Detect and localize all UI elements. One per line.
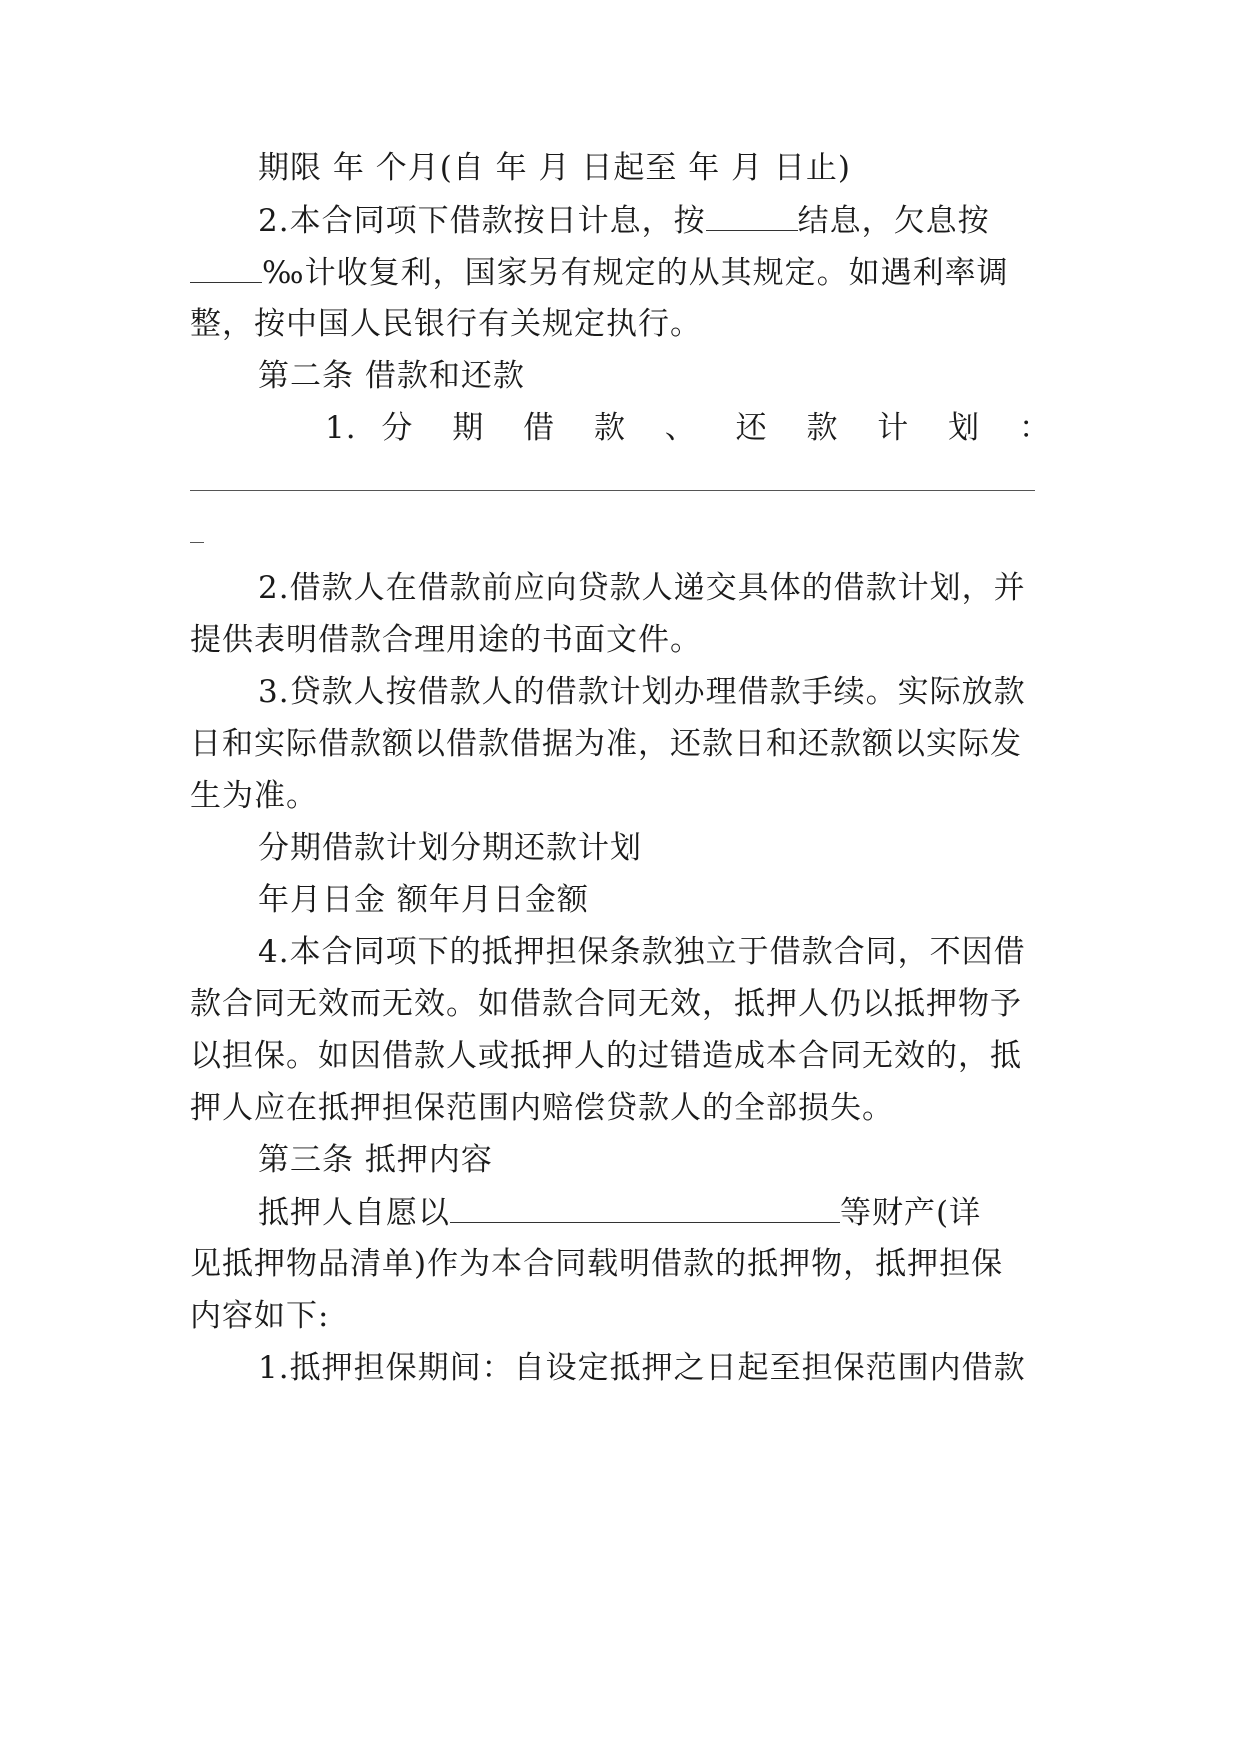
schedule-columns-line	[258, 880, 1051, 920]
clause-4-text-d: 押人应在抵押担保范围内赔偿贷款人的全部损失。	[190, 1090, 894, 1126]
clause-3-line-1	[258, 672, 1051, 712]
interest-text-b: 结息，欠息按	[797, 203, 990, 239]
clause-4-line-2	[190, 984, 1051, 1024]
collateral-text-c: 见抵押物品清单)作为本合同载明借款的抵押物，抵押担保	[190, 1246, 1004, 1282]
interest-text-d: 整，按中国人民银行有关规定执行。	[190, 306, 702, 342]
article-3-heading	[258, 1140, 1051, 1180]
plan-blank-line[interactable]	[190, 490, 1035, 491]
clause-2-text-b: 提供表明借款合理用途的书面文件。	[190, 622, 702, 658]
interest-line-3	[190, 304, 1051, 344]
collateral-text-a: 抵押人自愿以	[258, 1195, 450, 1231]
collateral-line-3	[190, 1296, 1051, 1336]
article-3-title: 第三条 抵押内容	[258, 1142, 493, 1178]
clause-2-line-2	[190, 620, 1051, 660]
collateral-text-b: 等财产(详	[840, 1195, 982, 1231]
clause-4-line-3	[190, 1036, 1051, 1076]
clause-3-text-b: 日和实际借款额以借款借据为准，还款日和还款额以实际发	[190, 726, 1022, 762]
term-line	[258, 148, 1051, 188]
clause-4-text-c: 以担保。如因借款人或抵押人的过错造成本合同无效的，抵	[190, 1038, 1022, 1074]
interest-text-c: ‰计收复利，国家另有规定的从其规定。如遇利率调	[262, 255, 1009, 291]
settlement-blank[interactable]	[706, 200, 798, 231]
clause-2-line-1	[258, 568, 1051, 608]
installment-plan-text: 1. 分 期 借 款 、 还 款 计 划 ：	[325, 410, 1051, 446]
collateral-line-1	[258, 1192, 1051, 1233]
clause-3-text-c: 生为准。	[190, 778, 318, 814]
clause-4-text-a: 4.本合同项下的抵押担保条款独立于借款合同，不因借	[258, 934, 1026, 970]
clause-4-line-4	[190, 1088, 1051, 1128]
clause-3-line-3	[190, 776, 1051, 816]
clause-3-text-a: 3.贷款人按借款人的借款计划办理借款手续。实际放款	[258, 674, 1026, 710]
guarantee-period-line	[258, 1348, 1051, 1388]
clause-4-line-1	[258, 932, 1051, 972]
interest-text-a: 2.本合同项下借款按日计息，按	[258, 203, 706, 239]
collateral-blank[interactable]	[450, 1192, 840, 1223]
article-2-heading	[258, 356, 1051, 396]
collateral-text-d: 内容如下:	[190, 1298, 330, 1334]
clause-2-text-a: 2.借款人在借款前应向贷款人递交具体的借款计划，并	[258, 570, 1026, 606]
compound-rate-blank[interactable]	[190, 252, 262, 283]
term-text: 期限 年 个月(自 年 月 日起至 年 月 日止)	[258, 150, 852, 186]
clause-3-line-2	[190, 724, 1051, 764]
article-2-title: 第二条 借款和还款	[258, 358, 525, 394]
collateral-line-2	[190, 1244, 1051, 1284]
guarantee-period-text: 1.抵押担保期间：自设定抵押之日起至担保范围内借款	[258, 1350, 1026, 1386]
clause-4-text-b: 款合同无效而无效。如借款合同无效，抵押人仍以抵押物予	[190, 986, 1022, 1022]
schedule-columns: 年月日金 额年月日金额	[258, 882, 589, 918]
plan-blank-line-tail[interactable]	[190, 542, 204, 543]
schedule-header-line	[258, 828, 1051, 868]
interest-line-2	[190, 252, 1051, 293]
installment-plan-line	[325, 408, 1051, 448]
schedule-header: 分期借款计划分期还款计划	[258, 830, 642, 866]
interest-line-1	[258, 200, 1051, 241]
